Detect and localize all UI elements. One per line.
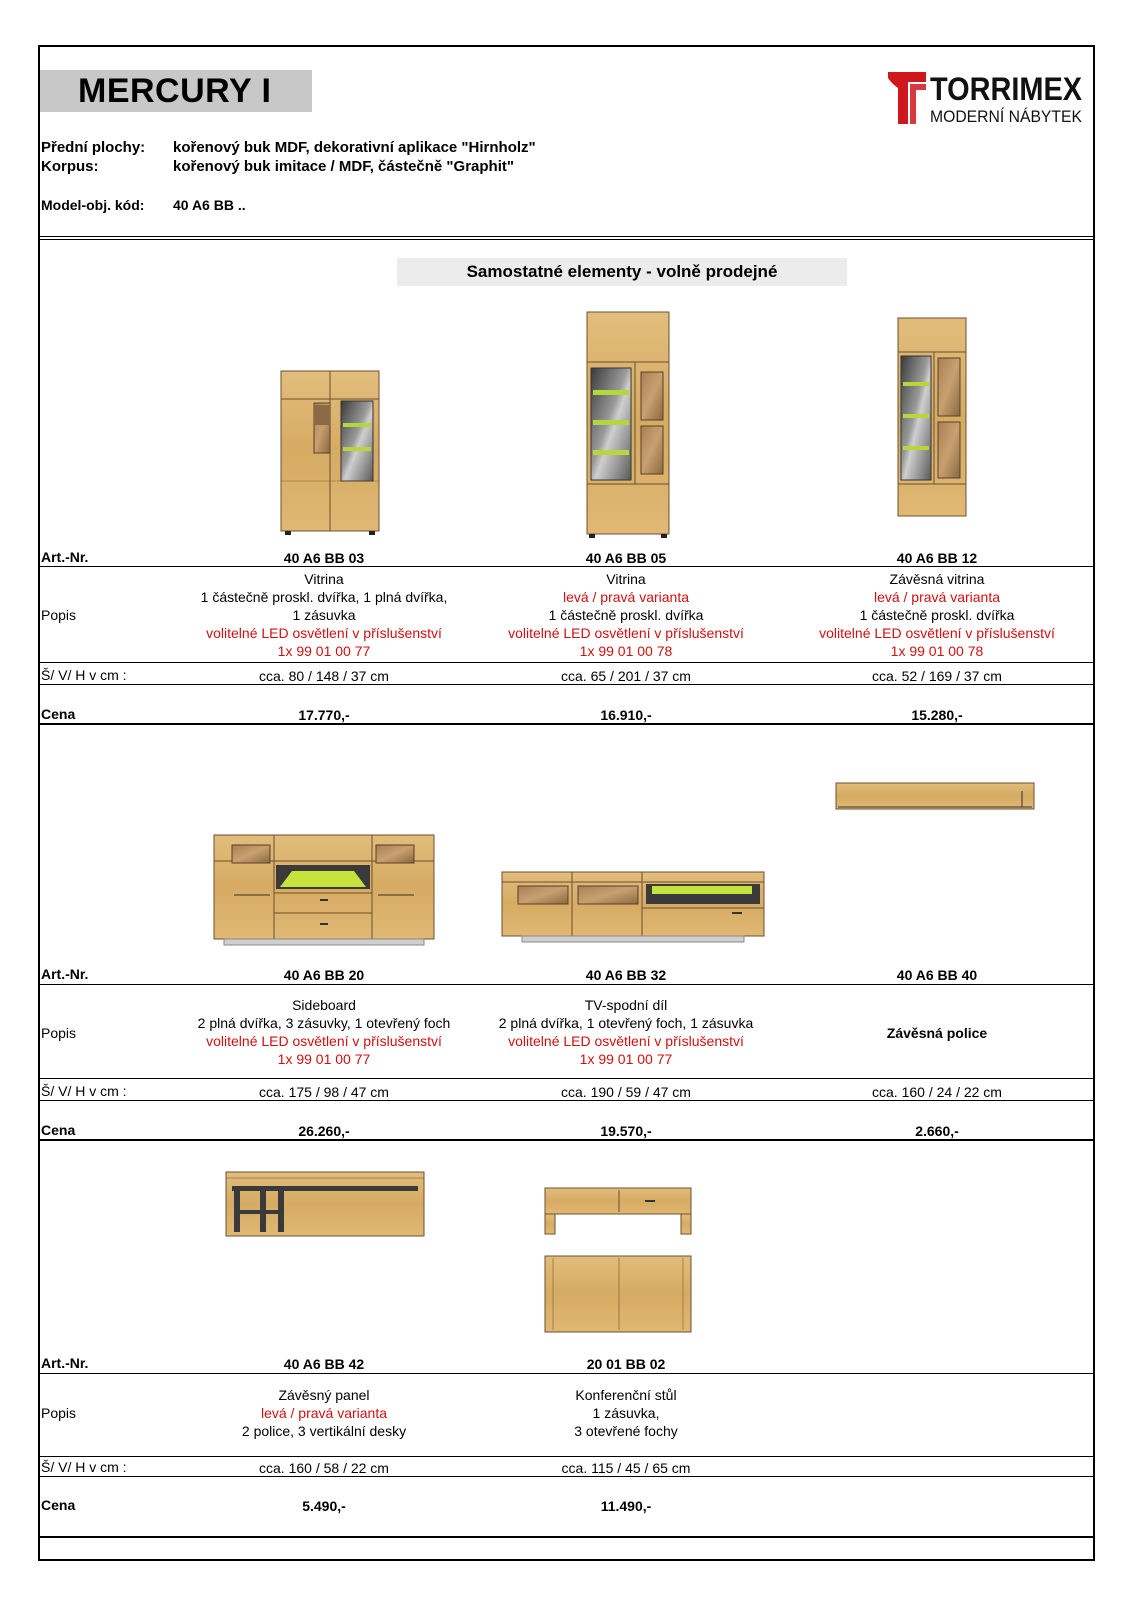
header-divider-2: [38, 239, 1095, 240]
cena-label: Cena: [41, 706, 76, 722]
section-divider: [38, 1536, 1095, 1538]
popis-label: Popis: [41, 1405, 77, 1421]
row-divider: [38, 684, 1095, 685]
led-code: 1x 99 01 00 78: [890, 643, 984, 659]
product-description: [179, 1386, 469, 1440]
dimensions: cca. 190 / 59 / 47 cm: [561, 1084, 691, 1100]
section-banner: Samostatné elementy - volně prodejné: [397, 258, 847, 286]
logo-name: TORRIMEX: [930, 71, 1083, 107]
led-note: volitelné LED osvětlení v příslušenství: [508, 1033, 744, 1049]
description-line: 2 plná dvířka, 3 zásuvky, 1 otevřený foch: [197, 1015, 451, 1031]
dimensions: cca. 160 / 58 / 22 cm: [259, 1460, 389, 1476]
dims-label: Š/ V/ H v cm :: [41, 1083, 127, 1099]
product-name: Závěsná vitrina: [889, 571, 985, 587]
front-label: Přední plochy:: [41, 139, 146, 156]
art-number: 40 A6 BB 20: [283, 967, 365, 983]
product-name: Sideboard: [292, 997, 356, 1013]
product-name: Konferenční stůl: [575, 1387, 677, 1403]
description-line: 1 částečně proskl. dvířka: [859, 607, 1015, 623]
dimensions: cca. 52 / 169 / 37 cm: [872, 668, 1002, 684]
art-number: 40 A6 BB 03: [283, 550, 365, 566]
row-divider: [38, 662, 1095, 663]
led-note: volitelné LED osvětlení v příslušenství: [206, 1033, 442, 1049]
product-description: [481, 1386, 771, 1440]
zavesna-police-40-image: [836, 783, 1036, 811]
product-name: Závěsný panel: [278, 1387, 370, 1403]
variant-note: levá / pravá varianta: [260, 1405, 388, 1421]
section-divider: [38, 723, 1095, 725]
product-name: Vitrina: [304, 571, 344, 587]
led-note: volitelné LED osvětlení v příslušenství: [508, 625, 744, 641]
art-label: Art.-Nr.: [41, 549, 89, 565]
row-divider: [38, 984, 1095, 985]
logo-tagline: MODERNÍ NÁBYTEK: [930, 107, 1083, 126]
body-value: kořenový buk imitace / MDF, částečně "Graphit": [173, 158, 514, 175]
dimensions: cca. 115 / 45 / 65 cm: [561, 1460, 691, 1476]
price: 17.770,-: [298, 707, 350, 723]
product-description: [179, 996, 469, 1068]
popis-label: Popis: [41, 607, 77, 623]
torrimex-logo: [886, 70, 1086, 126]
tv-spodni-dil-32-image: [502, 872, 766, 944]
cena-label: Cena: [41, 1122, 76, 1138]
front-value: kořenový buk MDF, dekorativní aplikace "Hirnholz": [173, 139, 536, 156]
body-label: Korpus:: [41, 158, 99, 175]
art-label: Art.-Nr.: [41, 966, 89, 982]
cena-label: Cena: [41, 1497, 76, 1513]
page-title: MERCURY I: [78, 72, 272, 110]
price: 11.490,-: [600, 1498, 652, 1514]
led-code: 1x 99 01 00 77: [579, 1051, 673, 1067]
led-code: 1x 99 01 00 78: [579, 643, 673, 659]
product-name: Vitrina: [606, 571, 646, 587]
led-code: 1x 99 01 00 77: [277, 1051, 371, 1067]
art-number: 20 01 BB 02: [586, 1356, 666, 1372]
konferencni-stul-02-image: [545, 1188, 693, 1336]
code-value: 40 A6 BB ..: [173, 197, 246, 213]
price: 16.910,-: [600, 707, 652, 723]
led-code: 1x 99 01 00 77: [277, 643, 371, 659]
row-divider: [38, 1373, 1095, 1374]
product-name: Závěsná police: [886, 1025, 988, 1041]
art-number: 40 A6 BB 05: [585, 550, 667, 566]
dims-label: Š/ V/ H v cm :: [41, 1459, 127, 1475]
row-divider: [38, 1078, 1095, 1079]
vitrina-03-image: [281, 371, 381, 535]
art-number: 40 A6 BB 12: [896, 550, 978, 566]
zavesna-vitrina-12-image: [898, 318, 968, 518]
led-note: volitelné LED osvětlení v příslušenství: [819, 625, 1055, 641]
row-divider: [38, 566, 1095, 567]
section-divider: [38, 1139, 1095, 1141]
product-description: [481, 996, 771, 1068]
dimensions: cca. 65 / 201 / 37 cm: [561, 668, 691, 684]
led-note: volitelné LED osvětlení v příslušenství: [206, 625, 442, 641]
sideboard-20-image: [214, 835, 436, 947]
art-number: 40 A6 BB 40: [896, 967, 978, 983]
dimensions: cca. 160 / 24 / 22 cm: [872, 1084, 1002, 1100]
description-line: 2 plná dvířka, 1 otevřený foch, 1 zásuvka: [498, 1015, 754, 1031]
product-description: [179, 570, 469, 660]
vitrina-05-image: [587, 312, 671, 538]
art-label: Art.-Nr.: [41, 1355, 89, 1371]
header-divider: [38, 236, 1095, 237]
product-description: [481, 570, 771, 660]
art-number: 40 A6 BB 42: [283, 1356, 365, 1372]
variant-note: levá / pravá varianta: [873, 589, 1001, 605]
description-line: 1 částečně proskl. dvířka: [548, 607, 704, 623]
price: 5.490,-: [302, 1498, 346, 1514]
art-number: 40 A6 BB 32: [585, 967, 667, 983]
price: 26.260,-: [298, 1123, 350, 1139]
row-divider: [38, 1456, 1095, 1457]
popis-label: Popis: [41, 1025, 77, 1041]
product-name: TV-spodní díl: [584, 997, 668, 1013]
variant-note: levá / pravá varianta: [562, 589, 690, 605]
row-divider: [38, 1100, 1095, 1101]
dimensions: cca. 80 / 148 / 37 cm: [259, 668, 389, 684]
dimensions: cca. 175 / 98 / 47 cm: [259, 1084, 389, 1100]
price: 15.280,-: [911, 707, 963, 723]
dims-label: Š/ V/ H v cm :: [41, 667, 127, 683]
description-line: 3 otevřené fochy: [574, 1423, 678, 1439]
description-line: 1 částečně proskl. dvířka, 1 plná dvířka,: [200, 589, 448, 605]
price: 19.570,-: [600, 1123, 652, 1139]
description-line: 2 police, 3 vertikální desky: [241, 1423, 407, 1439]
row-divider: [38, 1476, 1095, 1477]
code-label: Model-obj. kód:: [41, 197, 145, 213]
product-description: [792, 570, 1082, 660]
description-line: 1 zásuvka: [292, 607, 356, 623]
zavesny-panel-42-image: [226, 1172, 426, 1238]
price: 2.660,-: [915, 1123, 959, 1139]
description-line: 1 zásuvka,: [592, 1405, 660, 1421]
